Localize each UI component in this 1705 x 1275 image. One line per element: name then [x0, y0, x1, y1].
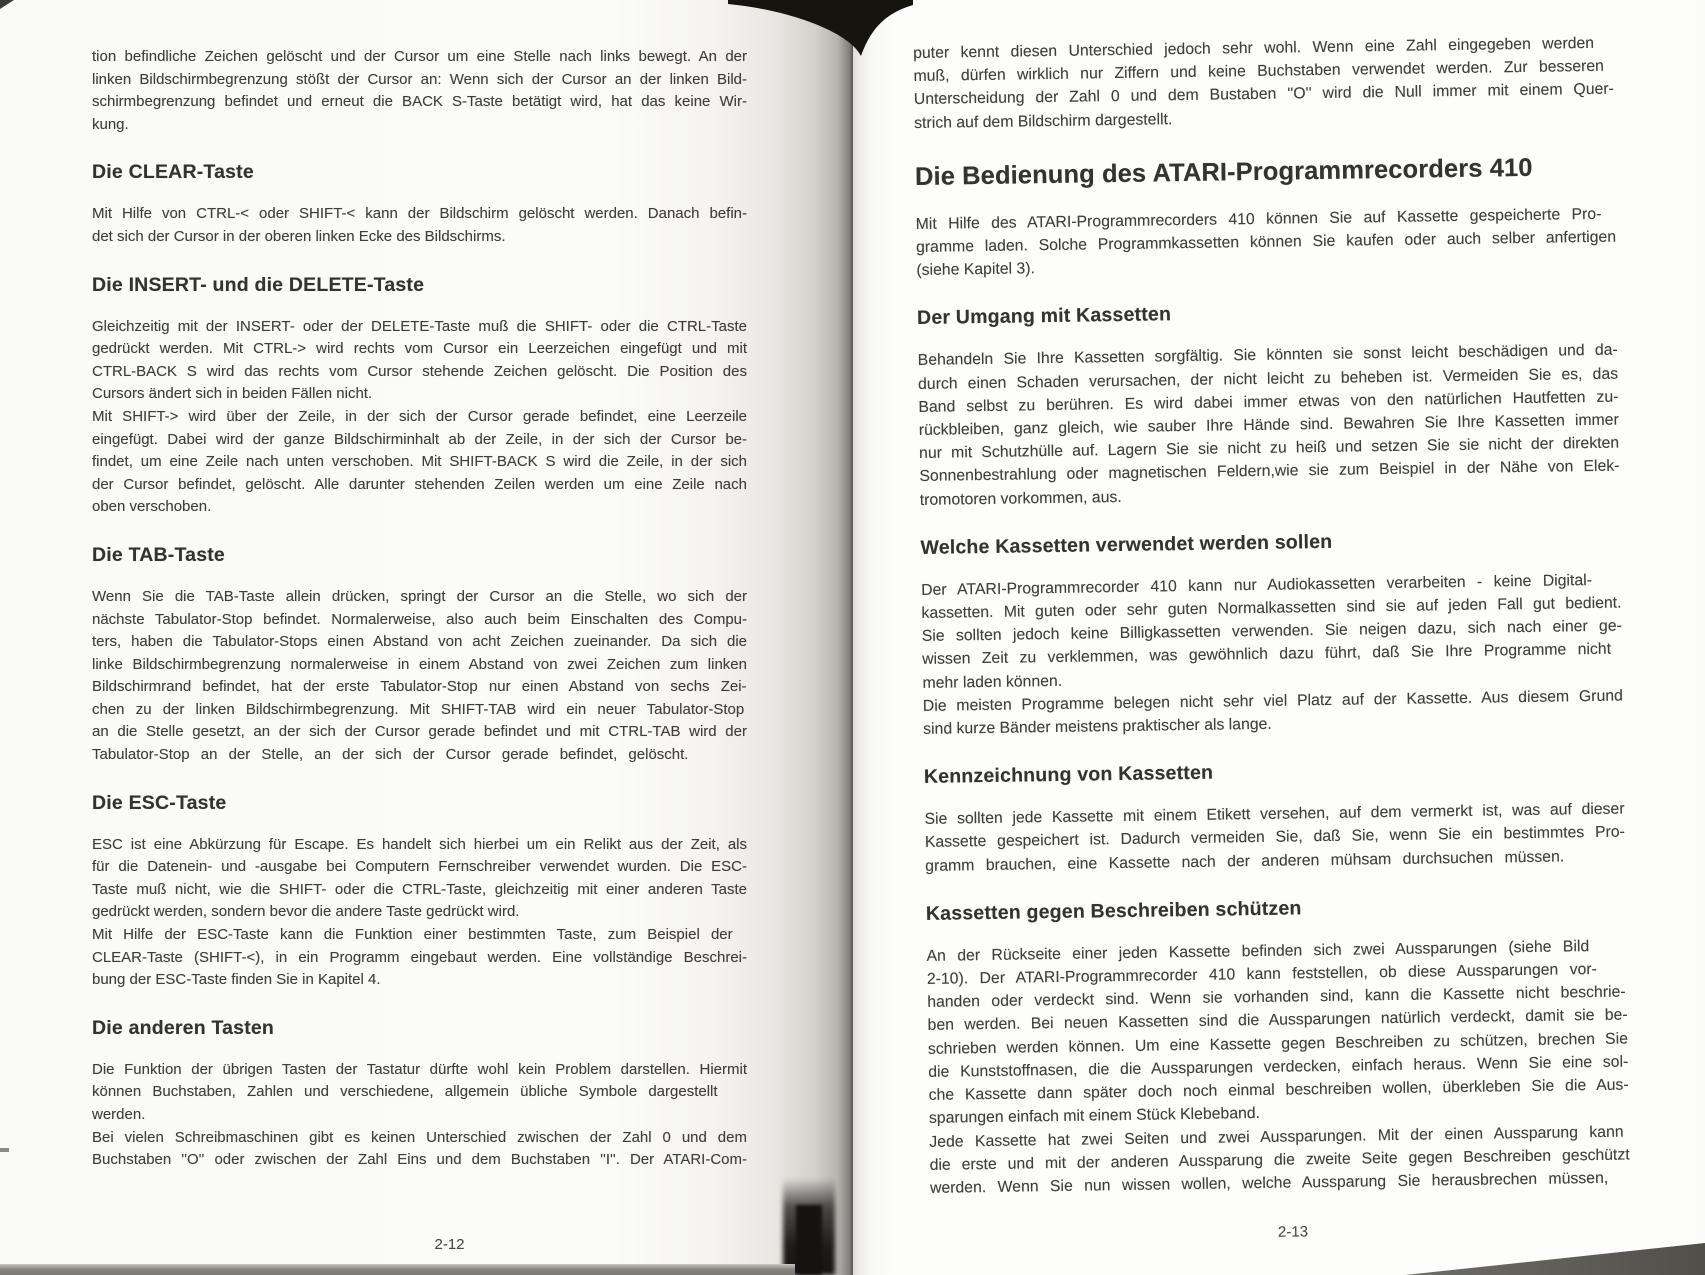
section-heading: Die CLEAR-Taste — [92, 161, 254, 184]
text-line: Jede Kassette hat zwei Seiten und zwei Aussparungen. Mit der einen Aussparung kann — [929, 1123, 1624, 1151]
text-line: Der ATARI-Programmrecorder 410 kann nur Audiokassetten verarbeiten - keine Digital- — [921, 571, 1593, 599]
right-page-text — [913, 32, 1630, 1200]
section-heading: Welche Kassetten verwendet werden sollen — [920, 530, 1333, 559]
text-line: puter kennt diesen Unterschied jedoch sehr wohl. Wenn eine Zahl eingegeben werden — [913, 34, 1595, 62]
text-line: die Kunststoffnasen, die die Aussparungen verdecken, einfach heraus. Wenn Sie eine sol- — [928, 1053, 1629, 1081]
text-line: kung. — [92, 115, 129, 133]
text-line: schrieben werden können. Um eine Kassette gegen Beschreiben zu schützen, brechen Sie — [927, 1030, 1629, 1058]
text-line: Band selbst zu berühren. Es wird dabei immer etwas von den natürlichen Hautfetten zu- — [918, 388, 1619, 416]
text-line: nächste Tabulator-Stop befindet. Normalerweise, also auch beim Einschalten des Compu- — [92, 610, 747, 628]
table-edge-bottom — [0, 1264, 795, 1275]
text-line: An der Rückseite einer jeden Kassette befinden sich zwei Aussparungen (siehe Bild — [926, 937, 1590, 965]
paragraph — [92, 203, 747, 248]
text-line: Bei vielen Schreibmaschinen gibt es keinen Unterschied zwischen der Zahl 0 und dem — [92, 1128, 747, 1146]
text-line: linke Bildschirmbegrenzung normalerweise in einem Abstand von zwei Zeichen zum linken — [92, 655, 747, 673]
manual-section — [926, 892, 1630, 1200]
manual-section — [92, 544, 747, 767]
paragraph — [92, 46, 747, 136]
text-line: gramm brauchen, eine Kassette nach der anderen mühsam durchsuchen müssen. — [925, 848, 1565, 875]
section-heading: Die INSERT- und die DELETE-Taste — [92, 273, 425, 296]
text-line: Sie sollten jedoch keine Billigkassetten verwenden. Sie neigen dazu, sich nach einer ge- — [921, 617, 1622, 646]
text-line: tion befindliche Zeichen gelöscht und der Cursor um eine Stelle nach links bewegt. An der — [92, 48, 747, 65]
text-line: die erste und mit der anderen Aussparung die zweite Seite gegen Beschreiben geschützt — [929, 1146, 1630, 1174]
text-line: Behandeln Sie Ihre Kassetten sorgfältig. Sie könnten sie sonst leicht beschädigen und da- — [917, 342, 1618, 370]
text-line: che Kassette dann später doch noch einmal beschreiben wollen, überkleben Sie die Aus- — [928, 1076, 1629, 1104]
text-line: mehr laden können. — [922, 672, 1063, 692]
text-line: strich auf dem Bildschirm dargestellt. — [914, 110, 1173, 132]
text-line: Mit Hilfe der ESC-Taste kann die Funktion einer bestimmten Taste, zum Beispiel der — [92, 926, 733, 944]
text-line: sparungen einfach mit einem Stück Klebeband. — [928, 1105, 1261, 1128]
chapter-heading: Die Bedienung des ATARI-Programmrecorders 410 — [914, 153, 1533, 191]
manual-section — [92, 161, 747, 248]
text-line: oben verschoben. — [92, 498, 212, 516]
text-line: Mit Hilfe des ATARI-Programmrecorders 410 können Sie auf Kassette gespeicherte Pro- — [915, 205, 1602, 233]
paragraph — [92, 1059, 747, 1172]
manual-section — [92, 274, 747, 519]
text-line: 2-10). Der ATARI-Programmrecorder 410 kann feststellen, ob diese Aussparungen vor- — [926, 961, 1597, 988]
text-line: handen oder verdeckt sind. Wenn sie vorhanden sind, kann die Kassette nicht beschrie- — [927, 983, 1626, 1012]
manual-section — [92, 792, 747, 992]
text-line: tromotoren vorkommen, aus. — [919, 488, 1122, 509]
text-line: schirmbegrenzung befindet und erneut die BACK S-Taste betätigt wird, hat das keine Wir- — [92, 93, 747, 111]
text-line: Wenn Sie die TAB-Taste allein drücken, springt der Cursor an die Stelle, wo sich der — [92, 587, 747, 605]
manual-section — [92, 1017, 747, 1172]
text-line: Mit SHIFT-> wird über der Zeile, in der sich der Cursor gerade befindet, eine Leerzeile — [92, 407, 747, 425]
paragraph — [924, 798, 1625, 878]
paragraph — [926, 934, 1630, 1200]
text-line: gramme laden. Solche Programmkassetten können Sie kaufen oder auch selber anfertigen — [915, 228, 1617, 256]
text-line: nur mit Schutzhülle auf. Lagern Sie sie nicht zu heiß und setzen Sie sie nicht der direkten — [918, 434, 1620, 463]
spine-bottom-shadow-core — [796, 1205, 822, 1275]
text-line: (siehe Kapitel 3). — [916, 260, 1036, 280]
text-line: findet, um eine Zeile nach unten verschoben. Mit SHIFT-BACK S wird die Zeile, in der sich — [92, 453, 747, 471]
manual-section — [920, 526, 1623, 741]
text-line: Mit Hilfe von CTRL-< oder SHIFT-< kann der Bildschirm gelöscht werden. Danach befin- — [92, 205, 747, 223]
text-line: eingefügt. Dabei wird der ganze Bildschirminhalt ab der Zeile, in der sich der Cursor be- — [92, 430, 747, 448]
text-line: durch einen Schaden verursachen, der nicht leicht zu beheben ist. Vermeiden Sie es, das — [917, 365, 1619, 393]
text-line: Cursors ändert sich in beiden Fällen nicht. — [92, 385, 373, 403]
paragraph — [918, 339, 1620, 512]
text-line: Gleichzeitig mit der INSERT- oder der DELETE-Taste muß die SHIFT- oder die CTRL-Taste — [92, 317, 747, 335]
text-line: Die meisten Programme belegen nicht sehr viel Platz auf der Kassette. Aus diesem Grund — [922, 687, 1623, 715]
text-line: Sonnenbestrahlung oder magnetischen Feldern,wie sie zum Beispiel in der Nähe von Elek- — [919, 458, 1620, 486]
text-line: wissen Zeit zu verklemmen, was gewöhnlich dazu führt, daß Sie Ihre Programme nicht — [922, 641, 1612, 669]
text-line: CTRL-BACK S wird das rechts vom Cursor stehende Zeichen gelöscht. Die Position des — [92, 362, 747, 380]
page-number-right: 2-13 — [1277, 1223, 1309, 1241]
paragraph — [92, 834, 747, 992]
text-line: an die Stelle gesetzt, an der sich der Cursor gerade befindet und mit CTRL-TAB wird der — [92, 723, 747, 741]
text-line: gedrückt werden, sondern bevor die andere Taste gedrückt wird. — [92, 903, 520, 921]
text-line: Bildschirmrand befindet, hat der erste Tabulator-Stop nur einen Abstand von sechs Zei- — [92, 678, 747, 696]
paragraph — [916, 202, 1617, 282]
left-page-text — [92, 46, 747, 1172]
manual-section — [92, 46, 747, 136]
paragraph — [92, 316, 747, 519]
text-line: Kassette gespeichert ist. Dadurch vermeiden Sie, daß Sie, wenn Sie ein bestimmtes Pro- — [924, 823, 1626, 852]
manual-section — [924, 756, 1626, 878]
text-line: können Buchstaben, Zahlen und verschiedene, allgemein übliche Symbole dargestellt — [92, 1083, 718, 1101]
right-page — [853, 0, 1705, 1275]
section-heading: Die anderen Tasten — [92, 1016, 275, 1039]
text-line: bung der ESC-Taste finden Sie in Kapitel 4. — [92, 971, 381, 989]
paragraph — [92, 586, 747, 767]
text-line: chen zu der linken Bildschirmbegrenzung. Mit SHIFT-TAB wird ein neuer Tabulator-Stop — [92, 700, 745, 718]
paragraph — [921, 568, 1623, 741]
section-heading: Die TAB-Taste — [92, 543, 225, 566]
section-heading: Die ESC-Taste — [92, 791, 227, 814]
text-line: muß, dürfen wirklich nur Ziffern und keine Buchstaben verwendet werden. Zur besseren — [913, 57, 1605, 86]
text-line: Die Funktion der übrigen Tasten der Tastatur dürfte wohl kein Problem darstellen. Hiermit — [92, 1060, 747, 1078]
manual-section — [915, 151, 1617, 282]
text-line: sind kurze Bänder meistens praktischer als lange. — [923, 715, 1272, 738]
text-line: ESC ist eine Abkürzung für Escape. Es handelt sich hierbei um ein Relikt aus der Zeit, als — [92, 835, 747, 853]
text-line: kassetten. Mit guten oder sehr guten Normalkassetten sind sie auf jeden Fall gut bedient. — [921, 594, 1622, 622]
text-line: der Cursor befindet, gelöscht. Alle darunter stehenden Zeilen werden um eine Zeile nach — [92, 475, 747, 493]
text-line: Buchstaben ''O'' oder zwischen der Zahl Eins und dem Buchstaben ''I''. Der ATARI-Com- — [92, 1151, 747, 1169]
text-line: det sich der Cursor in der oberen linken Ecke des Bildschirms. — [92, 227, 506, 245]
manual-section — [917, 297, 1620, 512]
text-line: ben werden. Bei neuen Kassetten sind die Aussparungen natürlich verdeckt, damit sie be- — [927, 1006, 1628, 1035]
text-line: rückbleiben, ganz gleich, wie sauber Ihre Hände sind. Bewahren Sie Ihre Kassetten immer — [918, 411, 1619, 439]
section-heading: Kennzeichnung von Kassetten — [923, 761, 1214, 789]
text-line: werden. — [92, 1106, 146, 1123]
paragraph — [913, 32, 1614, 135]
text-line: Tabulator-Stop an der Stelle, an der sich der Cursor gerade befindet, gelöscht. — [92, 746, 689, 764]
manual-section — [913, 32, 1614, 135]
spine-top-shadow — [728, 0, 913, 62]
scan-speck-left-edge — [0, 1148, 9, 1152]
text-line: linken Bildschirmbegrenzung stößt der Cursor an: Wenn sich der Cursor an der linken Bild- — [92, 70, 747, 88]
page-number-left: 2-12 — [434, 1236, 465, 1253]
text-line: Sie sollten jede Kassette mit einem Etikett versehen, auf dem vermerkt ist, was auf dieser — [924, 800, 1625, 829]
text-line: für die Datenein- und -ausgabe bei Computern Fernschreiber verwendet wurden. Die ESC- — [92, 858, 747, 876]
text-line: Unterscheidung der Zahl 0 und dem Bustaben ''O'' wird die Null immer mit einem Quer- — [913, 81, 1615, 109]
text-line: CLEAR-Taste (SHIFT-<), in ein Programm eingebaut werden. Eine vollständige Beschrei- — [92, 948, 747, 966]
section-heading: Kassetten gegen Beschreiben schützen — [925, 897, 1302, 925]
section-heading: Der Umgang mit Kassetten — [916, 303, 1172, 330]
text-line: ters, haben die Tabulator-Stops einen Abstand von acht Zeichen zueinander. Da sich die — [92, 633, 747, 651]
text-line: werden. Wenn Sie nun wissen wollen, welche Aussparung Sie herausbrechen müssen, — [929, 1169, 1609, 1197]
text-line: gedrückt werden. Mit CTRL-> wird rechts vom Cursor ein Leerzeichen eingefügt und mit — [92, 340, 747, 358]
text-line: Taste muß nicht, wie die SHIFT- oder die CTRL-Taste, gleichzeitig mit einer anderen Taste — [92, 880, 747, 898]
